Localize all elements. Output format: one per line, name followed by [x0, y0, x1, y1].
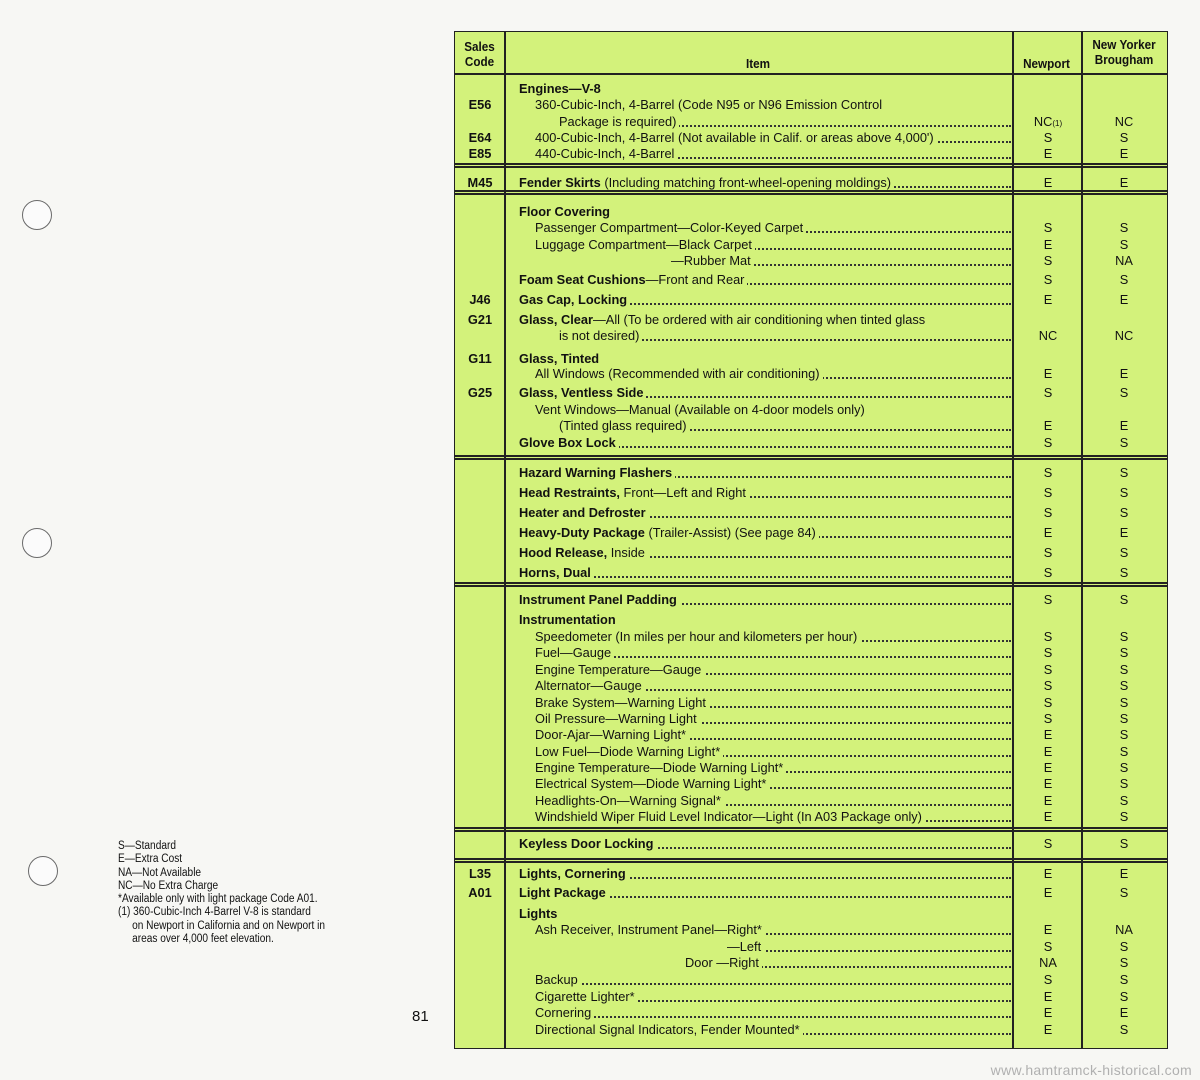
new-yorker-value: E	[1119, 292, 1129, 307]
table-row	[455, 464, 1166, 481]
newport-value: E	[1043, 237, 1053, 252]
item-description: Passenger Compartment—Color-Keyed Carpet	[535, 219, 1011, 236]
item-description: (Tinted glass required)	[559, 417, 1011, 434]
table-row	[455, 988, 1166, 1005]
item-description: Heavy-Duty Package (Trailer-Assist) (See page 84)	[519, 524, 1011, 541]
new-yorker-value: S	[1119, 272, 1129, 287]
new-yorker-value: S	[1119, 545, 1129, 560]
newport-value: S	[1043, 836, 1053, 851]
new-yorker-value: NC	[1114, 328, 1134, 343]
leader-dots	[535, 983, 1011, 985]
options-table	[454, 31, 1168, 1049]
header-sales-code: Sales Code	[464, 39, 495, 69]
table-row	[455, 113, 1166, 130]
newport-value: NA	[1039, 955, 1057, 970]
new-yorker-value: S	[1119, 727, 1129, 742]
sales-code: E85	[468, 146, 492, 161]
newport-value: S	[1043, 939, 1053, 954]
table-row	[455, 611, 1166, 628]
legend-line: areas over 4,000 feet elevation.	[132, 933, 274, 946]
table-row	[455, 884, 1166, 901]
item-description: Glass, Ventless Side	[519, 384, 1011, 401]
newport-value: S	[1043, 545, 1053, 560]
table-row	[455, 726, 1166, 743]
table-row	[455, 327, 1166, 344]
item-description: Instrument Panel Padding	[519, 591, 1011, 608]
item-description: Luggage Compartment—Black Carpet	[535, 236, 1011, 253]
newport-value: E	[1043, 744, 1053, 759]
new-yorker-value: S	[1119, 465, 1129, 480]
newport-value: E	[1043, 525, 1053, 540]
table-row	[455, 808, 1166, 825]
newport-value: E	[1043, 866, 1053, 881]
newport-value: S	[1043, 662, 1053, 677]
item-description: is not desired)	[559, 327, 1011, 344]
table-row	[455, 954, 1166, 971]
newport-value: S	[1043, 220, 1053, 235]
new-yorker-value: E	[1119, 146, 1129, 161]
newport-value: S	[1043, 972, 1053, 987]
table-row	[455, 203, 1166, 220]
new-yorker-value: S	[1119, 435, 1129, 450]
new-yorker-value: S	[1119, 793, 1129, 808]
legend	[118, 840, 373, 946]
newport-value: E	[1043, 760, 1053, 775]
table-row	[455, 1004, 1166, 1021]
table-row	[455, 311, 1166, 328]
table-row	[455, 644, 1166, 661]
page-number: 81	[412, 1008, 429, 1025]
item-description: Oil Pressure—Warning Light	[535, 710, 1011, 727]
new-yorker-value: S	[1119, 744, 1129, 759]
table-row	[455, 865, 1166, 882]
item-description: All Windows (Recommended with air conditioning)	[535, 365, 1011, 382]
legend-line: S—Standard	[118, 840, 176, 852]
table-row	[455, 628, 1166, 645]
item-description: Cigarette Lighter*	[535, 988, 1011, 1005]
item-description: Backup	[535, 971, 1011, 988]
section-divider	[455, 455, 1167, 457]
newport-value: S	[1043, 272, 1053, 287]
item-description: Directional Signal Indicators, Fender Mounted*	[535, 1021, 1011, 1038]
leader-dots	[727, 950, 1011, 952]
new-yorker-value: S	[1119, 760, 1129, 775]
table-row	[455, 743, 1166, 760]
new-yorker-value: S	[1119, 989, 1129, 1004]
item-description: Brake System—Warning Light	[535, 694, 1011, 711]
newport-value: S	[1043, 629, 1053, 644]
new-yorker-value: S	[1119, 662, 1129, 677]
new-yorker-value: S	[1119, 130, 1129, 145]
section-divider	[455, 458, 1167, 460]
header-new-yorker-brougham: New Yorker Brougham	[1092, 37, 1156, 67]
newport-value: S	[1043, 465, 1053, 480]
newport-value: S	[1043, 695, 1053, 710]
section-divider	[455, 830, 1167, 832]
section-divider	[455, 861, 1167, 863]
new-yorker-value: S	[1119, 565, 1129, 580]
table-row	[455, 96, 1166, 113]
item-description: Fuel—Gauge	[535, 644, 1011, 661]
newport-value: S	[1043, 485, 1053, 500]
table-row	[455, 219, 1166, 236]
table-row	[455, 921, 1166, 938]
newport-value: E	[1043, 146, 1053, 161]
new-yorker-value: S	[1119, 776, 1129, 791]
item-description: Speedometer (In miles per hour and kilometers per hour)	[535, 628, 1011, 645]
item-description: —Left	[727, 938, 1011, 955]
item-description: Low Fuel—Diode Warning Light*	[535, 743, 1011, 760]
legend-line: (1) 360-Cubic-Inch 4-Barrel V-8 is standard	[118, 906, 311, 919]
item-description: 400-Cubic-Inch, 4-Barrel (Not available in Calif. or areas above 4,000')	[535, 129, 1011, 146]
table-row	[455, 271, 1166, 288]
table-row	[455, 710, 1166, 727]
newport-value: S	[1043, 385, 1053, 400]
section-divider	[455, 858, 1167, 860]
table-row	[455, 174, 1166, 191]
table-row	[455, 80, 1166, 97]
table-row	[455, 236, 1166, 253]
newport-value: E	[1043, 1005, 1053, 1020]
sales-code: E64	[468, 130, 492, 145]
new-yorker-value: S	[1119, 485, 1129, 500]
section-divider	[455, 193, 1167, 195]
new-yorker-value: E	[1119, 525, 1129, 540]
table-row	[455, 694, 1166, 711]
new-yorker-value: S	[1119, 645, 1129, 660]
sales-code: A01	[468, 885, 492, 900]
new-yorker-value: NA	[1115, 922, 1133, 937]
new-yorker-value: S	[1119, 972, 1129, 987]
new-yorker-value: S	[1119, 237, 1129, 252]
newport-value: E	[1043, 175, 1053, 190]
table-row	[455, 792, 1166, 809]
newport-value: S	[1043, 711, 1053, 726]
sales-code: E56	[468, 97, 492, 112]
newport-value: E	[1043, 366, 1053, 381]
item-description: Vent Windows—Manual (Available on 4-door models only)	[535, 401, 1011, 418]
newport-value: S	[1043, 435, 1053, 450]
new-yorker-value: S	[1119, 695, 1129, 710]
newport-value: S	[1043, 592, 1053, 607]
sales-code: G21	[467, 312, 493, 327]
section-divider	[455, 166, 1167, 168]
table-row	[455, 434, 1166, 451]
table-row	[455, 677, 1166, 694]
table-row	[455, 564, 1166, 581]
sales-code: G25	[467, 385, 493, 400]
header-item: Item	[745, 56, 771, 71]
table-row	[455, 129, 1166, 146]
table-row	[455, 524, 1166, 541]
item-description: Windshield Wiper Fluid Level Indicator—Light (In A03 Package only)	[535, 808, 1011, 825]
newport-value: S	[1043, 505, 1053, 520]
new-yorker-value: E	[1119, 866, 1129, 881]
sales-code: G11	[468, 351, 492, 366]
header-divider	[455, 73, 1167, 75]
sales-code: J46	[469, 292, 491, 307]
item-description: —Rubber Mat	[671, 252, 1011, 269]
legend-line: NA—Not Available	[118, 866, 202, 879]
item-description: Heater and Defroster	[519, 504, 1011, 521]
new-yorker-value: S	[1119, 809, 1129, 824]
legend-line: *Available only with light package Code A01.	[118, 893, 318, 906]
item-description: Light Package	[519, 884, 1011, 901]
new-yorker-value: NA	[1115, 253, 1133, 268]
leader-dots	[535, 1016, 1011, 1018]
newport-value: S	[1043, 253, 1053, 268]
item-description: Lights, Cornering	[519, 865, 1011, 882]
item-description: Alternator—Gauge	[535, 677, 1011, 694]
new-yorker-value: S	[1119, 220, 1129, 235]
table-row	[455, 971, 1166, 988]
item-description: Keyless Door Locking	[519, 835, 1011, 852]
section-divider	[455, 163, 1167, 165]
item-description: Package is required)	[559, 113, 1011, 130]
item-description: Fender Skirts (Including matching front-wheel-opening moldings)	[519, 174, 1011, 191]
item-description: Lights	[519, 905, 1011, 922]
new-yorker-value: E	[1119, 418, 1129, 433]
item-description: Cornering	[535, 1004, 1011, 1021]
item-description: Engines—V-8	[519, 80, 1011, 97]
newport-value: S	[1043, 130, 1053, 145]
table-row	[455, 145, 1166, 162]
newport-value: E	[1043, 809, 1053, 824]
new-yorker-value: S	[1119, 592, 1129, 607]
item-description: Hazard Warning Flashers	[519, 464, 1011, 481]
table-row	[455, 417, 1166, 434]
item-description: Headlights-On—Warning Signal*	[535, 792, 1011, 809]
newport-value: E	[1043, 292, 1053, 307]
newport-value: E	[1043, 418, 1053, 433]
section-divider	[455, 585, 1167, 587]
new-yorker-value: S	[1119, 836, 1129, 851]
sales-code: M45	[467, 175, 493, 190]
new-yorker-value: S	[1119, 939, 1129, 954]
new-yorker-value: S	[1119, 629, 1129, 644]
new-yorker-value: S	[1119, 678, 1129, 693]
item-description: Electrical System—Diode Warning Light*	[535, 775, 1011, 792]
newport-value: E	[1043, 776, 1053, 791]
newport-value: E	[1043, 1022, 1053, 1037]
item-description: Floor Covering	[519, 203, 1011, 220]
item-description: Foam Seat Cushions—Front and Rear	[519, 271, 1011, 288]
new-yorker-value: E	[1119, 175, 1129, 190]
table-row	[455, 759, 1166, 776]
sales-code: L35	[468, 866, 492, 881]
item-description: Door —Right	[685, 954, 1011, 971]
table-row	[455, 938, 1166, 955]
legend-line: on Newport in California and on Newport in	[132, 919, 326, 932]
newport-value: NC(1)	[1033, 114, 1063, 129]
newport-value: E	[1043, 727, 1053, 742]
legend-line: NC—No Extra Charge	[118, 879, 219, 892]
item-description: 440-Cubic-Inch, 4-Barrel	[535, 145, 1011, 162]
item-description: Engine Temperature—Diode Warning Light*	[535, 759, 1011, 776]
table-row	[455, 544, 1166, 561]
new-yorker-value: S	[1119, 385, 1129, 400]
item-description: Ash Receiver, Instrument Panel—Right*	[535, 921, 1011, 938]
new-yorker-value: E	[1119, 366, 1129, 381]
item-description: Glass, Tinted	[519, 350, 1011, 367]
item-description: Head Restraints, Front—Left and Right	[519, 484, 1011, 501]
new-yorker-value: S	[1119, 711, 1129, 726]
table-row	[455, 591, 1166, 608]
item-description: Instrumentation	[519, 611, 1011, 628]
footer-url: www.hamtramck-historical.com	[990, 1062, 1192, 1078]
new-yorker-value: S	[1119, 1022, 1129, 1037]
table-row	[455, 384, 1166, 401]
table-row	[455, 905, 1166, 922]
newport-value: S	[1043, 678, 1053, 693]
binder-hole	[22, 528, 52, 558]
new-yorker-value: S	[1119, 505, 1129, 520]
table-row	[455, 484, 1166, 501]
newport-value: S	[1043, 565, 1053, 580]
legend-line: E—Extra Cost	[118, 853, 183, 866]
section-divider	[455, 582, 1167, 584]
table-row	[455, 291, 1166, 308]
binder-hole	[22, 200, 52, 230]
section-divider	[455, 827, 1167, 829]
table-row	[455, 365, 1166, 382]
item-description: 360-Cubic-Inch, 4-Barrel (Code N95 or N96 Emission Control	[535, 96, 1011, 113]
table-row	[455, 835, 1166, 852]
newport-value: S	[1043, 645, 1053, 660]
newport-value: E	[1043, 989, 1053, 1004]
table-row	[455, 252, 1166, 269]
header-newport: Newport	[1023, 56, 1070, 71]
newport-value: NC	[1038, 328, 1058, 343]
new-yorker-value: NC	[1114, 114, 1134, 129]
item-description: Gas Cap, Locking	[519, 291, 1011, 308]
newport-value: E	[1043, 922, 1053, 937]
table-row	[455, 661, 1166, 678]
new-yorker-value: E	[1119, 1005, 1129, 1020]
table-row	[455, 401, 1166, 418]
binder-hole	[28, 856, 58, 886]
table-row	[455, 775, 1166, 792]
table-row	[455, 1021, 1166, 1038]
item-description: Door-Ajar—Warning Light*	[535, 726, 1011, 743]
item-description: Glass, Clear—All (To be ordered with air conditioning when tinted glass	[519, 311, 1011, 328]
newport-value: E	[1043, 793, 1053, 808]
new-yorker-value: S	[1119, 955, 1129, 970]
item-description: Horns, Dual	[519, 564, 1011, 581]
item-description: Hood Release, Inside	[519, 544, 1011, 561]
newport-value: E	[1043, 885, 1053, 900]
new-yorker-value: S	[1119, 885, 1129, 900]
item-description: Engine Temperature—Gauge	[535, 661, 1011, 678]
table-row	[455, 504, 1166, 521]
item-description: Glove Box Lock	[519, 434, 1011, 451]
